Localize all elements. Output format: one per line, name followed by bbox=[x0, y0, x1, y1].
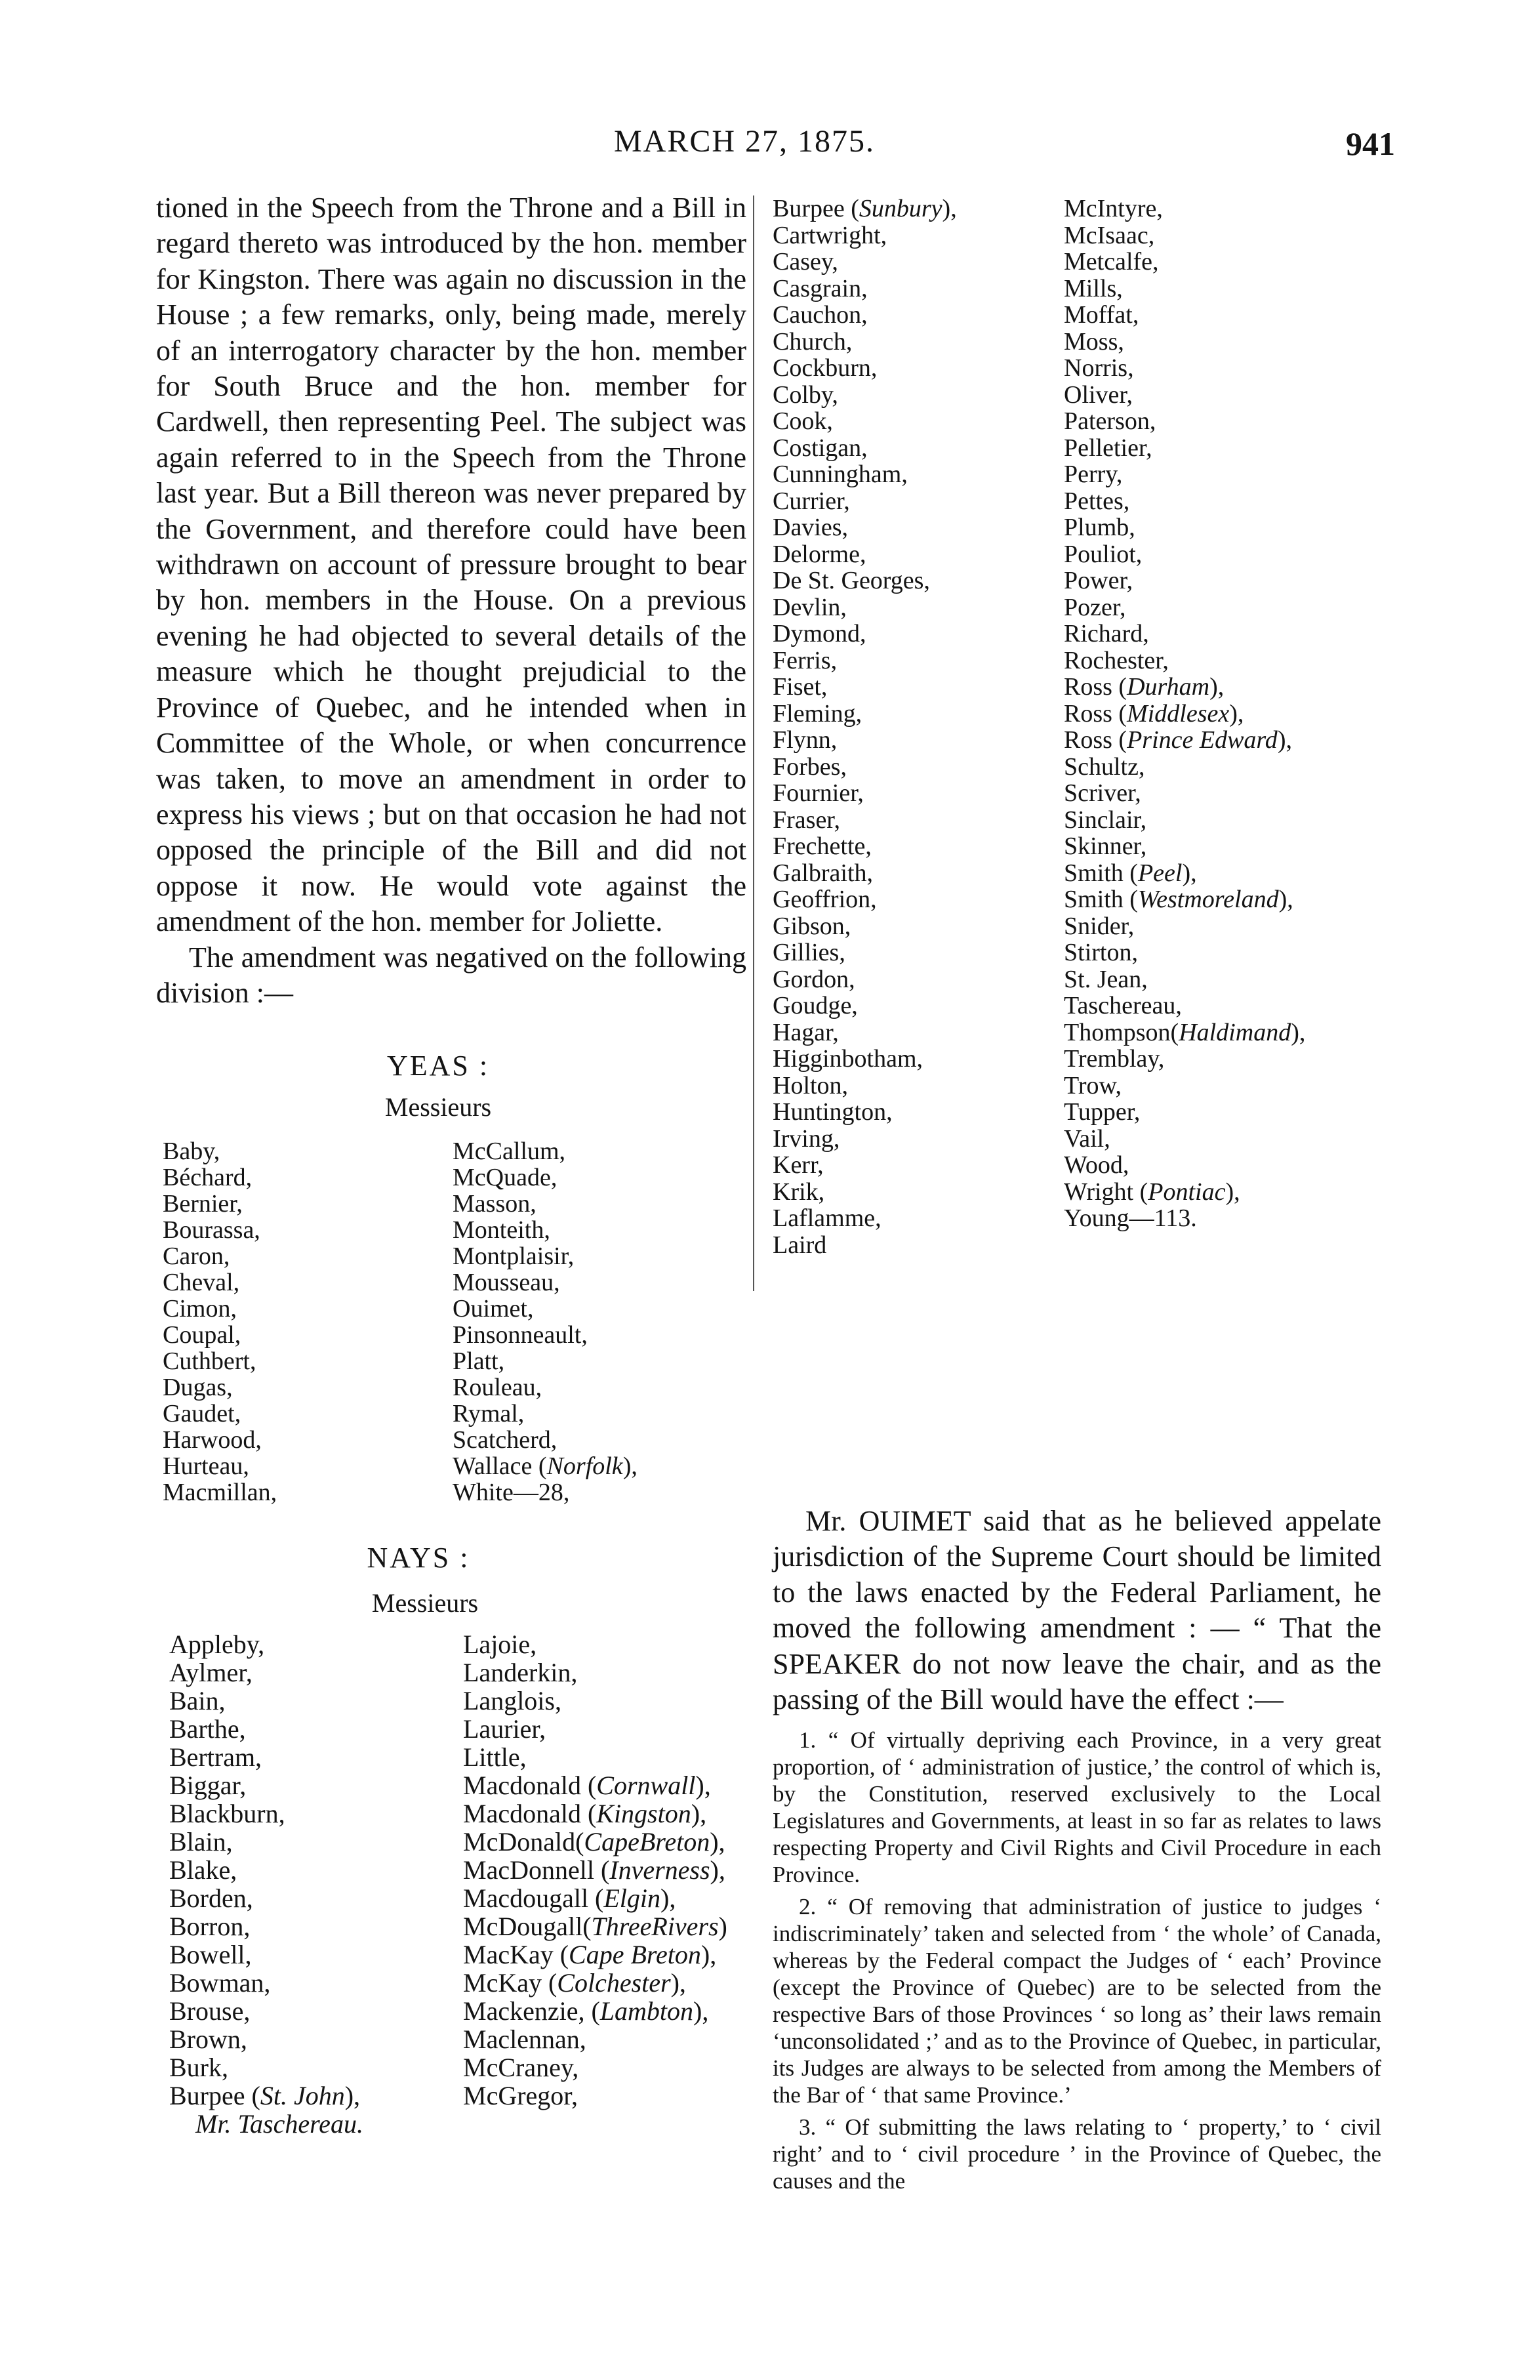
list-item: Rochester, bbox=[1064, 646, 1169, 674]
list-item: Geoffrion, bbox=[773, 886, 877, 913]
riding-name: Elgin bbox=[603, 1883, 661, 1914]
list-item: Perry, bbox=[1064, 461, 1123, 488]
riding-name: Colchester bbox=[557, 1968, 671, 1998]
list-item: Brown, bbox=[169, 2024, 247, 2055]
list-item: Harwood, bbox=[163, 1426, 262, 1454]
list-item: Maclennan, bbox=[463, 2024, 586, 2055]
list-item: White—28, bbox=[453, 1479, 570, 1507]
list-item: Flynn, bbox=[773, 726, 838, 754]
list-item: Skinner, bbox=[1064, 832, 1147, 860]
list-item: Moffat, bbox=[1064, 301, 1139, 329]
list-item: Rymal, bbox=[453, 1400, 525, 1428]
list-item: Pinsonneault, bbox=[453, 1321, 588, 1349]
amendment-items bbox=[773, 1727, 1381, 2194]
riding-name: Pontiac bbox=[1148, 1178, 1226, 1206]
amendment-item-3: 3. “ Of submitting the laws relating to ‘ property,’ to ‘ civil right’ and to ‘ civil procedure ’ in the Province of Quebec, the causes and the bbox=[773, 2114, 1381, 2194]
list-item: Pelletier, bbox=[1064, 434, 1152, 462]
list-item: Laird bbox=[773, 1231, 827, 1259]
list-item: Metcalfe, bbox=[1064, 248, 1159, 276]
riding-name: Cape Breton bbox=[569, 1940, 701, 1970]
list-item: Cartwright, bbox=[773, 221, 887, 249]
list-item: Sinclair, bbox=[1064, 806, 1147, 834]
list-item: Coupal, bbox=[163, 1321, 241, 1349]
riding-name: Durham bbox=[1127, 673, 1210, 701]
list-item: McQuade, bbox=[453, 1164, 557, 1192]
page-header bbox=[0, 123, 1540, 169]
list-item: Bourassa, bbox=[163, 1216, 260, 1244]
amendment-item-2: 2. “ Of removing that administration of justice to judges ‘ indiscriminately’ taken and selected from ‘ the whole’ of Canada, whereas by the Federal compact the Judges of ‘ each’ Province (except the Province of Quebec) are to be selected from the respective Bars of those Provinces ‘ so long as’ their laws remain ‘unconsolidated ;’ and as to the Province of Quebec, in particular, its Judges are always to be selected from among the Members of the Bar of ‘ that same Province.’ bbox=[773, 1894, 1381, 2108]
yeas-messieurs: Messieurs bbox=[384, 1092, 492, 1122]
list-item: Burpee (Sunbury), bbox=[773, 195, 957, 222]
riding-name: CapeBreton bbox=[584, 1827, 710, 1857]
nays-heading: NAYS : bbox=[367, 1542, 470, 1574]
list-item: Forbes, bbox=[773, 752, 847, 781]
list-item: McCraney, bbox=[463, 2053, 579, 2083]
left-column bbox=[156, 190, 746, 2156]
nays-continued bbox=[773, 190, 1381, 1319]
list-item: Cunningham, bbox=[773, 461, 908, 488]
list-item: Burk, bbox=[169, 2053, 228, 2083]
list-item: McKay (Colchester), bbox=[463, 1968, 686, 1998]
list-item: Fiset, bbox=[773, 673, 828, 701]
list-item: Barthe, bbox=[169, 1714, 246, 1744]
list-item: Little, bbox=[463, 1742, 527, 1773]
list-item: Moss, bbox=[1064, 327, 1124, 356]
riding-name: Haldimand bbox=[1179, 1018, 1291, 1046]
list-item: Mills, bbox=[1064, 274, 1123, 302]
list-item: Huntington, bbox=[773, 1098, 893, 1126]
division-intro: The amendment was negatived on the following division :— bbox=[156, 941, 746, 1009]
list-item: Gillies, bbox=[773, 939, 845, 966]
ouimet-text-end: do not now leave the chair, and as the passing of the Bill would have the effect :— bbox=[773, 1647, 1381, 1716]
list-item: Monteith, bbox=[453, 1216, 550, 1244]
yeas-col-2 bbox=[453, 1138, 638, 1506]
nays-messieurs: Messieurs bbox=[371, 1588, 479, 1618]
list-item: St. Jean, bbox=[1064, 965, 1148, 993]
list-item: Bertram, bbox=[169, 1742, 262, 1773]
list-item: Church, bbox=[773, 327, 853, 356]
list-item bbox=[169, 2111, 363, 2139]
list-item: Lajoie, bbox=[463, 1630, 537, 1660]
list-item: Bowell, bbox=[169, 1940, 252, 1970]
list-item: Holton, bbox=[773, 1071, 849, 1099]
list-item: Irving, bbox=[773, 1124, 840, 1153]
speaker-name: Mr. OUIMET bbox=[805, 1505, 971, 1537]
list-item: Blain, bbox=[169, 1827, 233, 1857]
list-item: McCallum, bbox=[453, 1138, 566, 1166]
list-item: Frechette, bbox=[773, 832, 872, 860]
list-item: Trow, bbox=[1064, 1071, 1122, 1099]
list-item: Fraser, bbox=[773, 806, 840, 834]
list-item: Currier, bbox=[773, 487, 850, 515]
list-item: Tupper, bbox=[1064, 1098, 1141, 1126]
riding-name: Cornwall bbox=[596, 1771, 696, 1801]
list-item: McIntyre, bbox=[1064, 195, 1163, 222]
list-item: Wright (Pontiac), bbox=[1064, 1178, 1240, 1206]
list-item: Cuthbert, bbox=[163, 1347, 256, 1376]
yeas-heading: YEAS : bbox=[386, 1050, 490, 1082]
list-item: Mousseau, bbox=[453, 1269, 560, 1297]
list-item: Delorme, bbox=[773, 540, 866, 568]
list-item: Cook, bbox=[773, 407, 833, 435]
list-item: De St. Georges, bbox=[773, 567, 930, 594]
list-item: Cheval, bbox=[163, 1269, 240, 1297]
riding-name: Lambton bbox=[599, 1996, 694, 2026]
list-item: Cauchon, bbox=[773, 301, 868, 329]
nays-continued-col-1 bbox=[773, 195, 957, 1258]
column-divider bbox=[753, 195, 754, 1291]
amendment-item-1: 1. “ Of virtually depriving each Province, in a very great proportion, of ‘ administration of justice,’ the control of which is, by the Constitution, reserved exclusively to the Local Legislatures and Governments, at least in so far as relates to laws respecting Property and Civil Rights and Civil Procedure in each Province. bbox=[773, 1727, 1381, 1888]
riding-name: Inverness bbox=[609, 1855, 710, 1885]
list-item: Gordon, bbox=[773, 965, 855, 993]
list-item: Rouleau, bbox=[453, 1374, 542, 1402]
list-item: Stirton, bbox=[1064, 939, 1138, 966]
list-item: Platt, bbox=[453, 1347, 505, 1376]
list-item: Baby, bbox=[163, 1138, 220, 1166]
riding-name: Norfolk bbox=[546, 1452, 623, 1481]
riding-name: Westmoreland bbox=[1137, 886, 1279, 913]
list-item: Hurteau, bbox=[163, 1452, 249, 1481]
yeas-names bbox=[156, 1138, 746, 1532]
riding-name: Middlesex bbox=[1127, 699, 1230, 728]
list-item: MacKay (Cape Breton), bbox=[463, 1940, 717, 1970]
list-item: Ross (Middlesex), bbox=[1064, 699, 1244, 728]
list-item: Schultz, bbox=[1064, 752, 1145, 781]
riding-name: Peel bbox=[1137, 859, 1183, 887]
riding-name: Kingston bbox=[596, 1799, 691, 1829]
list-item: Scriver, bbox=[1064, 779, 1141, 807]
list-item: Béchard, bbox=[163, 1164, 253, 1192]
list-item: Galbraith, bbox=[773, 859, 874, 887]
list-item: Macdonald (Cornwall), bbox=[463, 1771, 711, 1801]
list-item: Laflamme, bbox=[773, 1204, 881, 1232]
page-number: 941 bbox=[1346, 125, 1395, 162]
list-item: Montplaisir, bbox=[453, 1242, 575, 1271]
list-item: McDonald(CapeBreton), bbox=[463, 1827, 725, 1857]
list-item: Appleby, bbox=[169, 1630, 265, 1660]
nays-col-1 bbox=[169, 1631, 363, 2139]
list-item: Colby, bbox=[773, 380, 838, 409]
list-item: McIsaac, bbox=[1064, 221, 1155, 249]
list-item: Mackenzie, (Lambton), bbox=[463, 1996, 709, 2026]
list-item: Wallace (Norfolk), bbox=[453, 1452, 638, 1481]
list-item: Norris, bbox=[1064, 354, 1134, 382]
list-item: Blackburn, bbox=[169, 1799, 285, 1829]
list-item: Aylmer, bbox=[169, 1658, 253, 1688]
list-item: Smith (Peel), bbox=[1064, 859, 1197, 887]
speaker-word: SPEAKER bbox=[773, 1647, 901, 1680]
list-item: Smith (Westmoreland), bbox=[1064, 886, 1293, 913]
teller-name: Mr. Taschereau. bbox=[195, 2109, 363, 2139]
list-item: Krik, bbox=[773, 1178, 825, 1206]
list-item: Taschereau, bbox=[1064, 992, 1182, 1019]
list-item: McDougall(ThreeRivers) bbox=[463, 1912, 727, 1942]
list-item: Gaudet, bbox=[163, 1400, 241, 1428]
list-item: Biggar, bbox=[169, 1771, 247, 1801]
list-item: Dymond, bbox=[773, 620, 866, 647]
ouimet-paragraph bbox=[773, 1504, 1381, 1717]
list-item: Devlin, bbox=[773, 593, 847, 621]
list-item: Cimon, bbox=[163, 1295, 237, 1323]
list-item: Fournier, bbox=[773, 779, 864, 807]
list-item: Fleming, bbox=[773, 699, 862, 728]
yeas-col-1 bbox=[163, 1138, 277, 1506]
list-item: Burpee (St. John), bbox=[169, 2081, 361, 2111]
riding-name: Prince Edward bbox=[1127, 726, 1278, 754]
list-item: Masson, bbox=[453, 1190, 537, 1218]
list-item: Ross (Prince Edward), bbox=[1064, 726, 1292, 754]
list-item: Pozer, bbox=[1064, 593, 1126, 621]
list-item: Paterson, bbox=[1064, 407, 1156, 435]
body-paragraph: tioned in the Speech from the Throne and a Bill in regard thereto was introduced by the hon. member for Kingston. There was again no discussion in the House ; a few remarks, only, being made, merely of an interrogatory character by the hon. member for South Bruce and the hon. member for Cardwell, then representing Peel. The subject was again referred to in the Speech from the Throne last year. But a Bill thereon was never prepared by the Government, and therefore could have been withdrawn on account of pressure brought to bear by hon. members in the House. On a previous evening he had objected to several details of the measure which he thought prejudicial to the Province of Quebec, and he intended when in Committee of the Whole, or when concurrence was taken, to move an amendment in order to express his views ; but on that occasion he had not opposed the principle of the Bill and did not oppose it now. He would vote against the amendment of the hon. member for Joliette. bbox=[156, 192, 746, 938]
list-item: Goudge, bbox=[773, 992, 858, 1019]
riding-name: Sunbury bbox=[859, 195, 942, 222]
list-item: Pettes, bbox=[1064, 487, 1130, 515]
list-item: Snider, bbox=[1064, 912, 1135, 940]
list-item: Blake, bbox=[169, 1855, 237, 1885]
list-item: Macmillan, bbox=[163, 1479, 277, 1507]
list-item: Langlois, bbox=[463, 1686, 561, 1716]
list-item: Pouliot, bbox=[1064, 540, 1143, 568]
list-item: Wood, bbox=[1064, 1151, 1129, 1179]
list-item: Landerkin, bbox=[463, 1658, 578, 1688]
list-item: Richard, bbox=[1064, 620, 1149, 647]
nays-continued-col-2 bbox=[1064, 195, 1305, 1232]
list-item: Macdougall (Elgin), bbox=[463, 1883, 676, 1914]
list-item: Oliver, bbox=[1064, 380, 1133, 409]
list-item: Casgrain, bbox=[773, 274, 868, 302]
nays-names bbox=[156, 1631, 746, 2156]
list-item: Young—113. bbox=[1064, 1204, 1197, 1232]
running-title: MARCH 27, 1875. bbox=[614, 124, 876, 159]
list-item: Bowman, bbox=[169, 1968, 271, 1998]
list-item: Plumb, bbox=[1064, 514, 1135, 541]
list-item: Cockburn, bbox=[773, 354, 878, 382]
list-item: Ross (Durham), bbox=[1064, 673, 1225, 701]
list-item: Higginbotham, bbox=[773, 1045, 923, 1073]
list-item: Macdonald (Kingston), bbox=[463, 1799, 707, 1829]
list-item: Hagar, bbox=[773, 1018, 839, 1046]
list-item: Power, bbox=[1064, 567, 1133, 594]
list-item: Caron, bbox=[163, 1242, 230, 1271]
list-item: Bernier, bbox=[163, 1190, 243, 1218]
list-item: Laurier, bbox=[463, 1714, 546, 1744]
list-item: Gibson, bbox=[773, 912, 851, 940]
riding-name: St. John bbox=[260, 2081, 345, 2111]
riding-name: ThreeRivers bbox=[591, 1912, 719, 1942]
list-item: Kerr, bbox=[773, 1151, 824, 1179]
list-item: Scatcherd, bbox=[453, 1426, 557, 1454]
list-item: Vail, bbox=[1064, 1124, 1110, 1153]
list-item: Ferris, bbox=[773, 646, 838, 674]
list-item: Bain, bbox=[169, 1686, 226, 1716]
list-item: Borden, bbox=[169, 1883, 253, 1914]
right-column bbox=[773, 190, 1381, 2194]
list-item: Davies, bbox=[773, 514, 849, 541]
nays-col-2 bbox=[463, 1631, 727, 2111]
list-item: Thompson(Haldimand), bbox=[1064, 1018, 1306, 1046]
list-item: Tremblay, bbox=[1064, 1045, 1165, 1073]
list-item: Ouimet, bbox=[453, 1295, 534, 1323]
list-item: Casey, bbox=[773, 248, 838, 276]
list-item: Dugas, bbox=[163, 1374, 233, 1402]
list-item: Brouse, bbox=[169, 1996, 251, 2026]
list-item: Costigan, bbox=[773, 434, 868, 462]
list-item: McGregor, bbox=[463, 2081, 578, 2111]
list-item: Borron, bbox=[169, 1912, 251, 1942]
list-item: MacDonnell (Inverness), bbox=[463, 1855, 725, 1885]
ouimet-text: said that as he believed appelate jurisdiction of the Supreme Court should be limited to the laws enacted by the Federal Parliament, he moved the following amendment : — “ That the bbox=[773, 1505, 1382, 1645]
